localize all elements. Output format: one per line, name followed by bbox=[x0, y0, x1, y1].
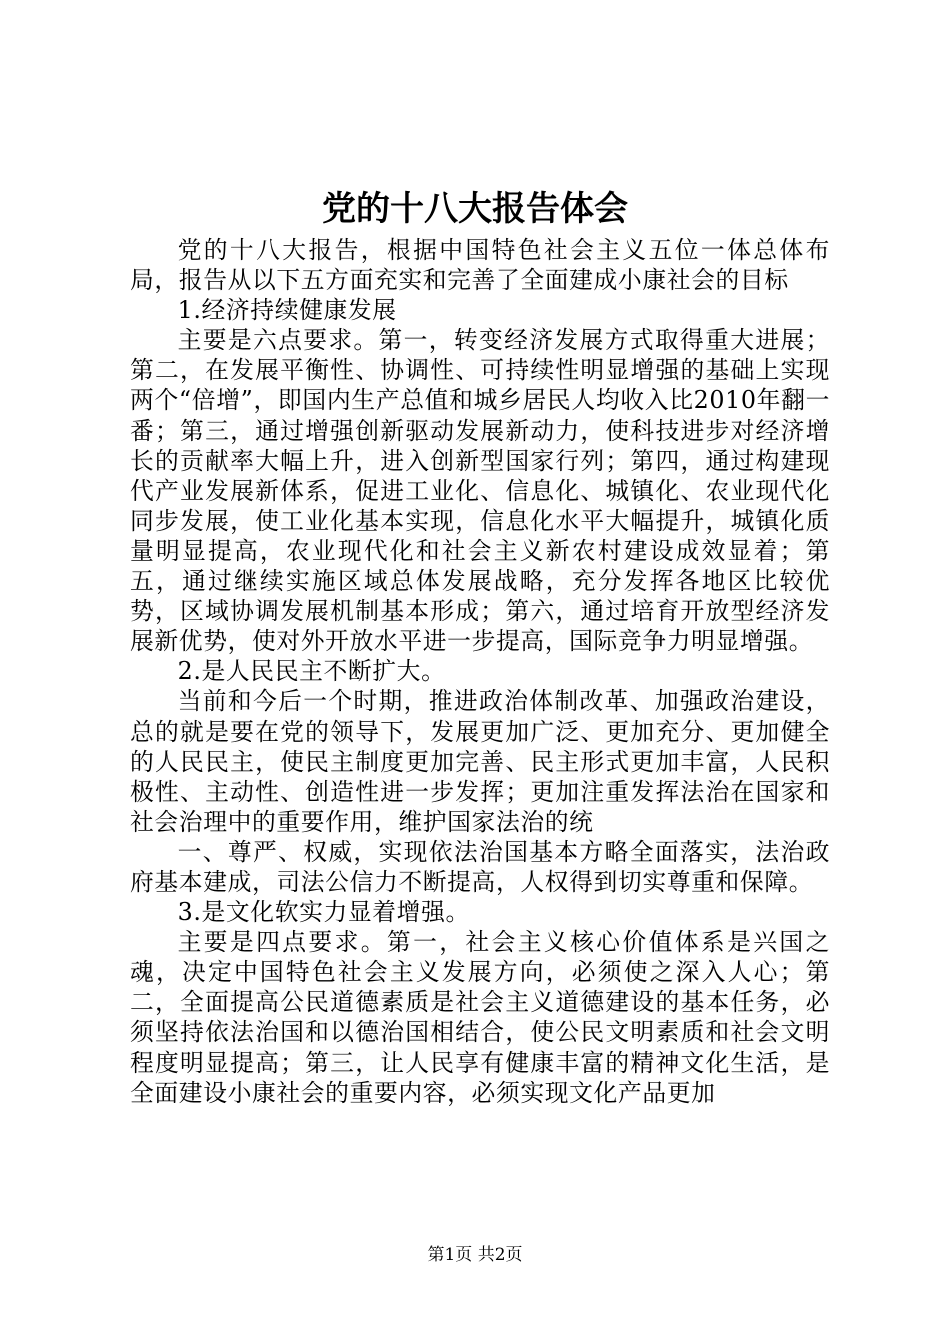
document-title: 党的十八大报告体会 bbox=[322, 189, 628, 229]
paragraph-democracy: 当前和今后一个时期，推进政治体制改革、加强政治建设，总的就是要在党的领导下，发展更加广泛、更加充分、更加健全的人民民主，使民主制度更加完善、民主形式更加丰富，人民积极性、主动性、创造性进一步发挥；更加注重发挥法治在国家和社会治理中的重要作用，维护国家法治的统 bbox=[130, 687, 830, 836]
paragraph-intro: 党的十八大报告，根据中国特色社会主义五位一体总体布局，报告从以下五方面充实和完善了全面建成小康社会的目标 bbox=[130, 236, 830, 295]
page-number-footer: 第1页 共2页 bbox=[427, 1245, 523, 1265]
paragraph-rule-of-law: 一、尊严、权威，实现依法治国基本方略全面落实，法治政府基本建成，司法公信力不断提高，人权得到切实尊重和保障。 bbox=[130, 837, 830, 896]
paragraph-economy: 主要是六点要求。第一，转变经济发展方式取得重大进展；第二，在发展平衡性、协调性、可持续性明显增强的基础上实现两个“倍增”，即国内生产总值和城乡居民人均收入比2010年翻一番；第三，通过增强创新驱动发展新动力，使科技进步对经济增长的贡献率大幅上升，进入创新型国家行列；第四，通过构建现代产业发展新体系，促进工业化、信息化、城镇化、农业现代化同步发展，使工业化基本实现，信息化水平大幅提升，城镇化质量明显提高，农业现代化和社会主义新农村建设成效显着；第五，通过继续实施区域总体发展战略，充分发挥各地区比较优势，区域协调发展机制基本形成；第六，通过培育开放型经济发展新优势，使对外开放水平进一步提高，国际竞争力明显增强。 bbox=[130, 326, 830, 656]
document-body bbox=[130, 235, 830, 1108]
heading-economy: 1.经济持续健康发展 bbox=[177, 296, 397, 325]
heading-culture: 3.是文化软实力显着增强。 bbox=[177, 898, 470, 927]
heading-democracy: 2.是人民民主不断扩大。 bbox=[177, 657, 446, 686]
paragraph-culture: 主要是四点要求。第一，社会主义核心价值体系是兴国之魂，决定中国特色社会主义发展方向，必须使之深入人心；第二，全面提高公民道德素质是社会主义道德建设的基本任务，必须坚持依法治国和以德治国相结合，使公民文明素质和社会文明程度明显提高；第三，让人民享有健康丰富的精神文化生活，是全面建设小康社会的重要内容，必须实现文化产品更加 bbox=[130, 928, 830, 1107]
